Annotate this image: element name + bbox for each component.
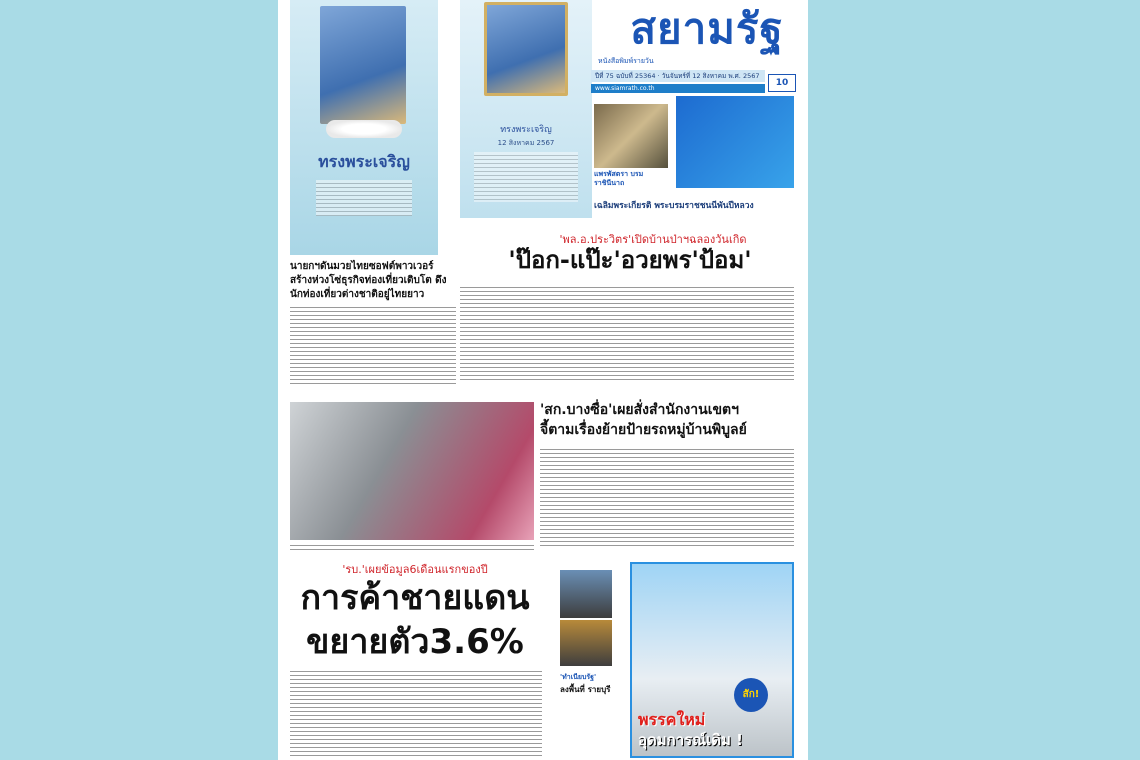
teaser-ad	[676, 96, 794, 188]
garland-decoration	[326, 120, 402, 138]
masthead-tagline: หนังสือพิมพ์รายวัน	[598, 57, 654, 65]
tribute-left-text	[316, 180, 412, 216]
trade-story-kicker: 'รบ.'เผยข้อมูล6เดือนแรกของปี	[342, 563, 488, 576]
teaser-tag: แพรพัสตรา บรมราชินีนาถ	[594, 170, 644, 187]
masthead-title: สยามรัฐ	[630, 4, 784, 53]
tribute-left-heading: ทรงพระเจริญ	[318, 152, 410, 171]
left-story-body	[290, 304, 456, 386]
bkk-story-headline-2: จี้ตามเรื่องย้ายป้ายรถหมู่บ้านพิบูลย์	[540, 422, 747, 438]
brief-photo-2	[560, 620, 612, 666]
page-number: 10	[768, 74, 796, 92]
newspaper-page	[278, 0, 808, 760]
main-story-body	[460, 284, 794, 382]
tribute-panel-mid	[460, 0, 592, 218]
masthead-date-bar: ปีที่ 75 ฉบับที่ 25364 · วันจันทร์ที่ 12 สิงหาคม พ.ศ. 2567	[591, 70, 765, 82]
brief-text: ลงพื้นที่ รายบุรี	[560, 685, 611, 694]
promo-text-1: พรรคใหม่	[638, 710, 706, 729]
promo-box	[630, 562, 794, 758]
brief-tag: 'ทำเนียบรัฐ'	[560, 673, 597, 681]
website-bar: www.siamrath.co.th	[591, 84, 765, 93]
ceremony-photo	[290, 402, 534, 540]
queen-portrait-left	[320, 6, 406, 124]
teaser-photo	[594, 104, 668, 168]
tribute-panel-left	[290, 0, 438, 255]
trade-story-headline-2: ขยายตัว3.6%	[306, 622, 524, 662]
tribute-mid-heading: ทรงพระเจริญ	[500, 125, 552, 135]
bkk-story-body	[540, 446, 794, 548]
promo-badge: สัก!	[734, 678, 768, 712]
main-story-headline: 'ป๊อก-แป๊ะ'อวยพร'ป้อม'	[508, 246, 752, 274]
teaser-caption: เฉลิมพระเกียรติ พระบรมราชชนนีพันปีหลวง	[594, 201, 754, 211]
date-text: วันจันทร์ที่ 12 สิงหาคม พ.ศ. 2567	[661, 72, 760, 80]
left-story-headline: นายกฯดันมวยไทยซอฟต์พาวเวอร์ สร้างห่วงโซ่ธุรกิจท่องเที่ยวเติบโต ดึงนักท่องเที่ยวต่างชาติอยู่ไทยยาว	[290, 261, 447, 300]
bkk-story-headline-1: 'สก.บางซื่อ'เผยสั่งสำนักงานเขตฯ	[540, 402, 740, 418]
main-story-kicker: 'พล.อ.ประวิตร'เปิดบ้านป่าฯฉลองวันเกิด	[559, 233, 747, 246]
brief-photo-1	[560, 570, 612, 618]
queen-portrait-mid	[484, 2, 568, 96]
trade-story-headline-1: การค้าชายแดน	[300, 578, 530, 618]
trade-story-body	[290, 668, 542, 756]
tribute-mid-date: 12 สิงหาคม 2567	[497, 139, 555, 147]
photo-caption	[290, 542, 534, 552]
promo-text-2: อุดมการณ์เดิม !	[638, 731, 743, 749]
year-text: ปีที่ 75 ฉบับที่ 25364	[595, 72, 656, 80]
tribute-mid-text	[474, 152, 578, 202]
